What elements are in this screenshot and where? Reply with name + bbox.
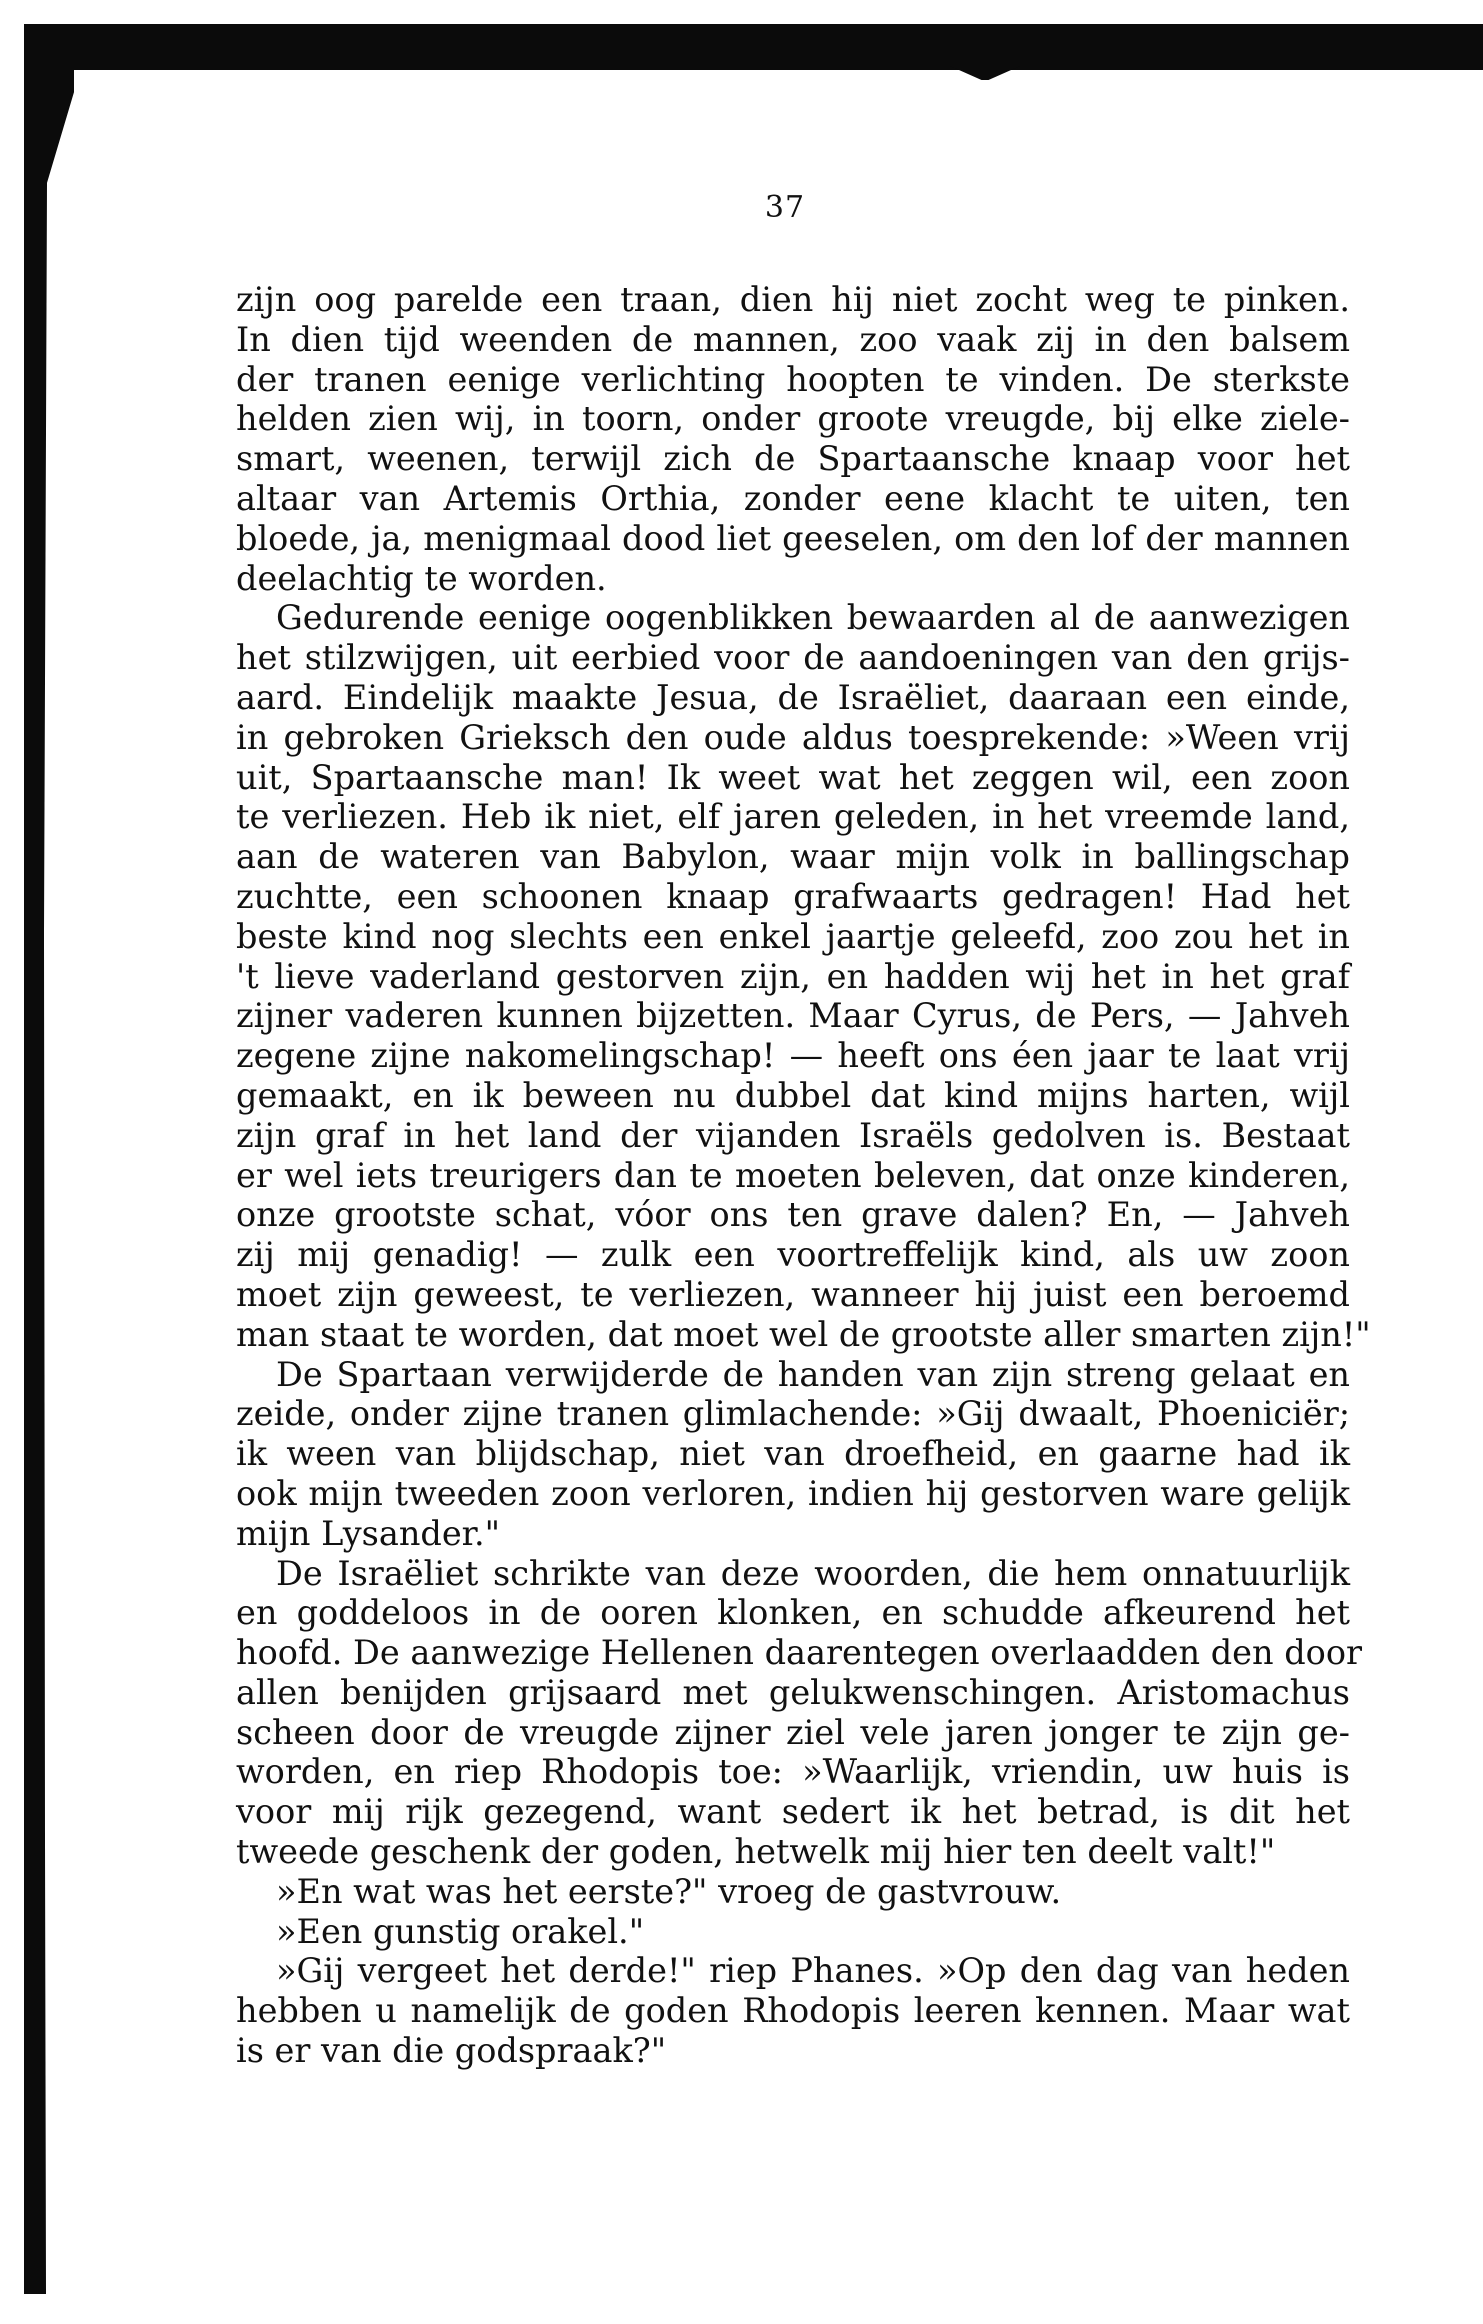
text-line: ik ween van blijdschap, niet van droefheid, en gaarne had ik [236,1434,1350,1474]
text-line: helden zien wij, in toorn, onder groote vreugde, bij elke ziele- [236,399,1350,439]
text-line: zijn oog parelde een traan, dien hij niet zocht weg te pinken. [236,280,1350,319]
scan-top-notch [950,66,1020,80]
text-line: hoofd. De aanwezige Hellenen daarentegen overlaadden den door [236,1633,1363,1673]
text-line: voor mij rijk gezegend, want sedert ik het betrad, is dit het [236,1792,1350,1832]
text-line: worden, en riep Rhodopis toe: »Waarlijk, vriendin, uw huis is [236,1752,1350,1792]
body-text [236,280,1371,2071]
scan-top-border [40,24,1483,70]
page-number: 37 [764,190,806,225]
text-line: zuchtte, een schoonen knaap grafwaarts gedragen! Had het [236,876,1350,916]
text-line: der tranen eenige verlichting hoopten te vinden. De sterkste [236,359,1350,399]
text-line: smart, weenen, terwijl zich de Spartaansche knaap voor het [236,439,1350,479]
text-line: altaar van Artemis Orthia, zonder eene klacht te uiten, ten [236,478,1350,518]
text-line: gemaakt, en ik beween nu dubbel dat kind mijns harten, wijl [236,1075,1350,1115]
text-line: Gedurende eenige oogenblikken bewaarden al de aanwezigen [276,598,1350,638]
text-line: hebben u namelijk de goden Rhodopis leeren kennen. Maar wat [236,1991,1350,2031]
text-line: scheen door de vreugde zijner ziel vele jaren jonger te zijn ge- [236,1712,1350,1752]
text-line: in gebroken Grieksch den oude aldus toesprekende: »Ween vrij [236,717,1350,757]
text-line: het stilzwijgen, uit eerbied voor de aandoeningen van den grijs- [236,638,1350,678]
text-line: aard. Eindelijk maakte Jesua, de Israëliet, daaraan een einde, [236,677,1350,717]
text-line: mijn Lysander." [236,1513,501,1553]
text-line: zijner vaderen kunnen bijzetten. Maar Cyrus, de Pers, — Jahveh [236,996,1350,1036]
text-line: zijn graf in het land der vijanden Israëls gedolven is. Bestaat [236,1115,1350,1155]
scan-left-border [24,24,74,2294]
text-line: De Spartaan verwijderde de handen van zijn streng gelaat en [276,1354,1350,1394]
text-line: 't lieve vaderland gestorven zijn, en hadden wij het in het graf [236,956,1350,996]
text-line: deelachtig te worden. [236,558,607,598]
text-line: en goddeloos in de ooren klonken, en schudde afkeurend het [236,1593,1350,1633]
text-line: De Israëliet schrikte van deze woorden, die hem onnatuurlijk [276,1553,1350,1593]
text-line: »Gij vergeet het derde!" riep Phanes. »Op den dag van heden [276,1951,1350,1991]
text-line: moet zijn geweest, te verliezen, wanneer hij juist een beroemd [236,1274,1350,1314]
text-line: ook mijn tweeden zoon verloren, indien hij gestorven ware gelijk [236,1473,1350,1513]
text-line: zegene zijne nakomelingschap! — heeft ons éen jaar te laat vrij [236,1036,1350,1076]
text-line: man staat te worden, dat moet wel de grootste aller smarten zijn!" [236,1314,1371,1354]
text-line: In dien tijd weenden de mannen, zoo vaak zij in den balsem [236,319,1350,359]
text-line: »Een gunstig orakel." [276,1911,645,1951]
text-line: aan de wateren van Babylon, waar mijn volk in ballingschap [236,837,1350,877]
text-line: uit, Spartaansche man! Ik weet wat het zeggen wil, een zoon [236,757,1350,797]
text-line: onze grootste schat, vóor ons ten grave dalen? En, — Jahveh [236,1195,1350,1235]
text-line: bloede, ja, menigmaal dood liet geeselen, om den lof der mannen [236,518,1350,558]
text-line: zeide, onder zijne tranen glimlachende: »Gij dwaalt, Phoeniciër; [236,1394,1350,1434]
text-line: is er van die godspraak?" [236,2031,667,2071]
text-line: te verliezen. Heb ik niet, elf jaren geleden, in het vreemde land, [236,797,1350,837]
text-line: zij mij genadig! — zulk een voortreffelijk kind, als uw zoon [236,1235,1350,1275]
text-line: allen benijden grijsaard met gelukwenschingen. Aristomachus [236,1672,1350,1712]
text-line: beste kind nog slechts een enkel jaartje geleefd, zoo zou het in [236,916,1350,956]
text-line: tweede geschenk der goden, hetwelk mij hier ten deelt valt!" [236,1832,1276,1872]
text-line: »En wat was het eerste?" vroeg de gastvrouw. [276,1871,1062,1911]
text-line: er wel iets treurigers dan te moeten beleven, dat onze kinderen, [236,1155,1350,1195]
